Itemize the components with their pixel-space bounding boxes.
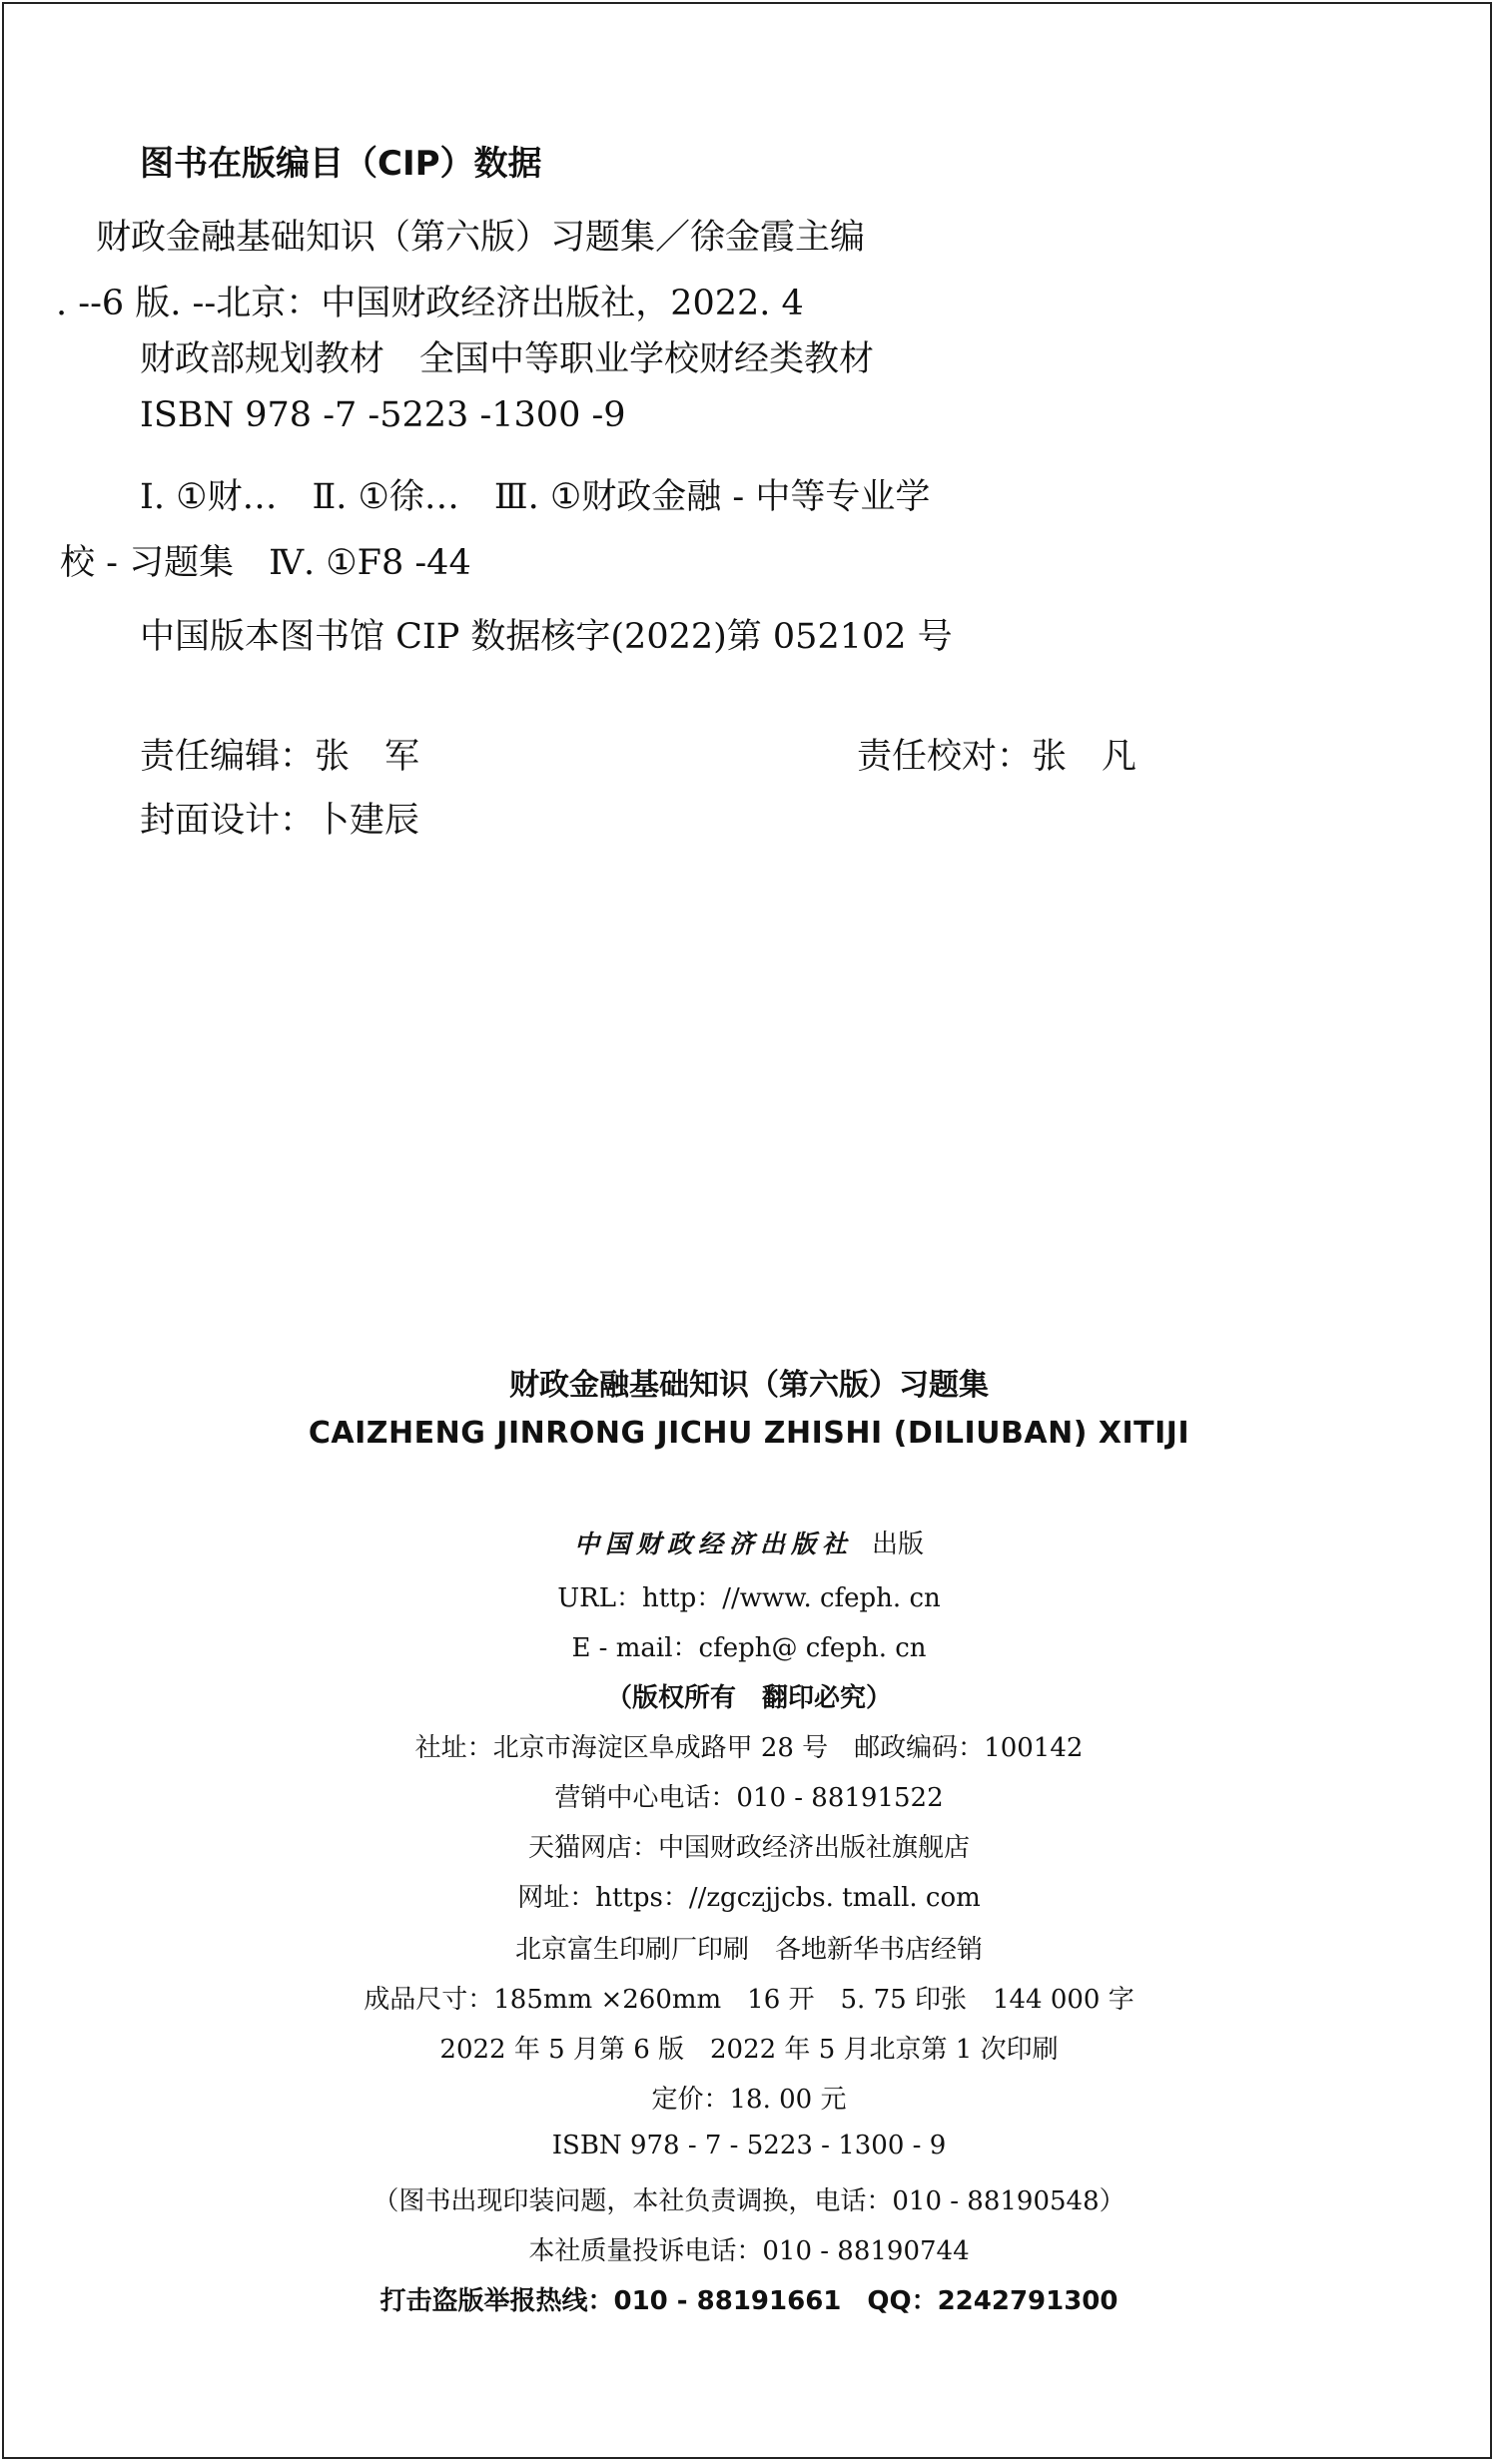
replacement-notice: （图书出现印装问题，本社负责调换，电话：010 - 88190548） <box>373 2186 1125 2216</box>
publisher-email: E - mail：cfeph@ cfeph. cn <box>571 1633 927 1663</box>
edition-info: 2022 年 5 月第 6 版 2022 年 5 月北京第 1 次印刷 <box>439 2035 1059 2065</box>
book-title-cn: 财政金融基础知识（第六版）习题集 <box>509 1368 989 1403</box>
cover-designer: 封面设计：卜建辰 <box>140 801 420 841</box>
store-website: 网址：https：//zgczjjcbs. tmall. com <box>517 1883 981 1913</box>
cip-series-line: 财政部规划教材 全国中等职业学校财经类教材 <box>140 339 875 379</box>
cip-heading: 图书在版编目（CIP）数据 <box>140 144 542 184</box>
cip-title-line: 财政金融基础知识（第六版）习题集／徐金霞主编 <box>96 218 866 258</box>
isbn: ISBN 978 - 7 - 5223 - 1300 - 9 <box>551 2131 947 2160</box>
responsible-editor: 责任编辑：张 军 <box>140 737 420 777</box>
publisher-logo: 中国财政经济出版社 <box>573 1530 853 1558</box>
publisher-line <box>0 1524 1498 1560</box>
cip-isbn-line: ISBN 978 -7 -5223 -1300 -9 <box>140 395 626 435</box>
copyright-notice: （版权所有 翻印必究） <box>605 1683 892 1713</box>
book-specs: 成品尺寸：185mm ×260mm 16 开 5. 75 印张 144 000 字 <box>364 1985 1134 2015</box>
marketing-phone: 营销中心电话：010 - 88191522 <box>554 1783 944 1813</box>
book-title-pinyin: CAIZHENG JINRONG JICHU ZHISHI (DILIUBAN) XITIJI <box>308 1416 1190 1451</box>
publisher-address: 社址：北京市海淀区阜成路甲 28 号 邮政编码：100142 <box>414 1733 1084 1763</box>
cip-verification-number: 中国版本图书馆 CIP 数据核字(2022)第 052102 号 <box>140 617 953 657</box>
cip-classification-cont: 校 - 习题集 Ⅳ. ①F8 -44 <box>60 543 471 583</box>
publisher-url: URL：http：//www. cfeph. cn <box>557 1583 941 1613</box>
publisher-suffix: 出版 <box>872 1530 925 1559</box>
responsible-proofreader: 责任校对：张 凡 <box>857 737 1137 777</box>
cip-edition-line: . --6 版. --北京：中国财政经济出版社，2022. 4 <box>56 284 804 323</box>
price: 定价：18. 00 元 <box>651 2085 847 2115</box>
printer-info: 北京富生印刷厂印刷 各地新华书店经销 <box>514 1935 983 1965</box>
tmall-store: 天猫网店：中国财政经济出版社旗舰店 <box>527 1833 970 1863</box>
cip-classification-line: Ⅰ. ①财… Ⅱ. ①徐… Ⅲ. ①财政金融 - 中等专业学 <box>140 477 931 517</box>
anti-piracy-hotline: 打击盗版举报热线：010 - 88191661 QQ：2242791300 <box>379 2286 1119 2316</box>
complaint-phone: 本社质量投诉电话：010 - 88190744 <box>528 2236 970 2266</box>
